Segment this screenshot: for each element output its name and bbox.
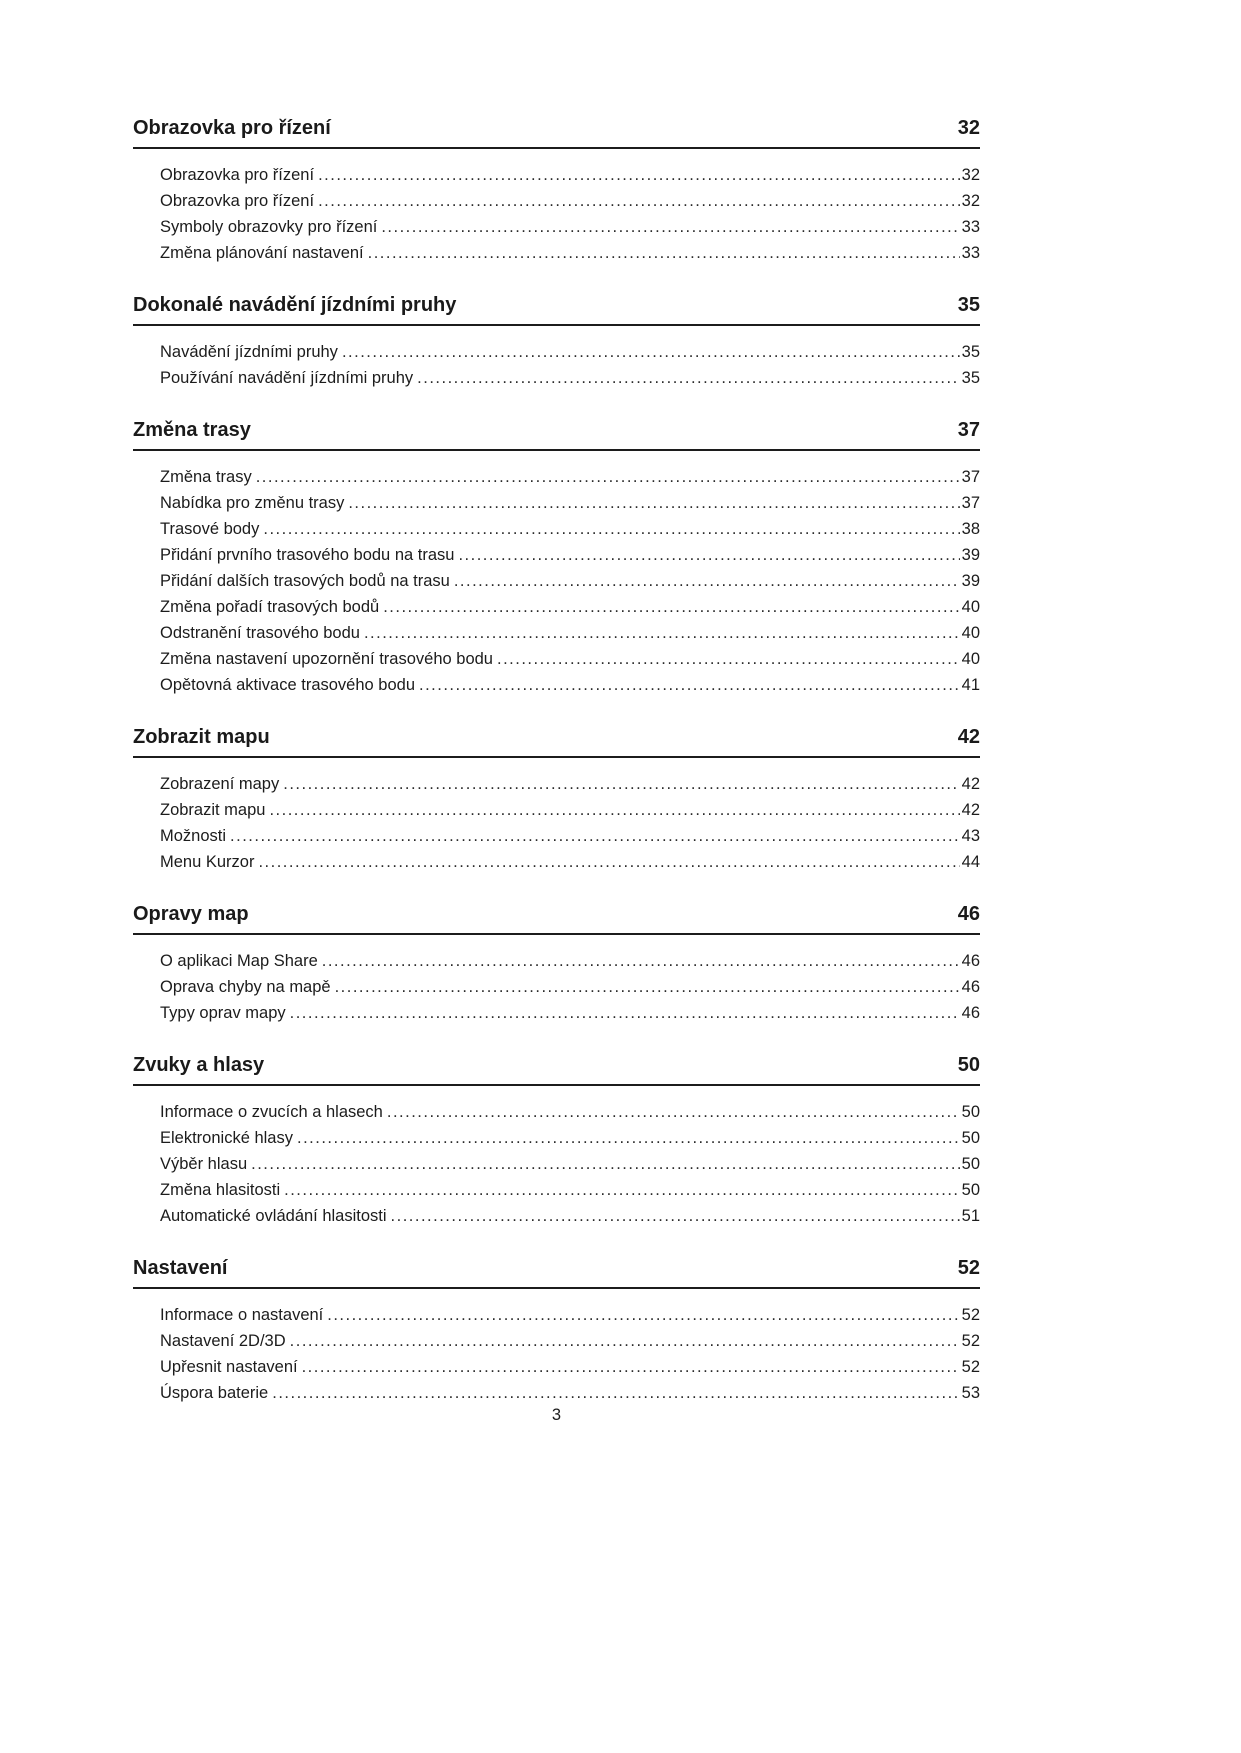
toc-section	[133, 1256, 980, 1406]
toc-section-page-number: 46	[957, 903, 980, 925]
toc-entry	[160, 1000, 980, 1026]
toc-entry	[160, 365, 980, 391]
toc-entry-title: Používání navádění jízdními pruhy	[160, 369, 414, 387]
toc-entry-title: Odstranění trasového bodu	[160, 624, 360, 642]
toc-entry-leader-dots	[318, 188, 960, 214]
toc-entry-title: Přidání prvního trasového bodu na trasu	[160, 546, 455, 564]
toc-entry-leader-dots	[302, 1354, 960, 1380]
toc-entry-page-number: 43	[961, 827, 980, 845]
toc-section-title: Zobrazit mapu	[133, 726, 270, 748]
toc-entry-page-number: 32	[961, 192, 980, 210]
toc-entry-leader-dots	[230, 823, 960, 849]
toc-entry-list	[133, 464, 980, 698]
toc-entry-page-number: 38	[961, 520, 980, 538]
toc-entry	[160, 490, 980, 516]
toc-entry-title: Typy oprav mapy	[160, 1004, 286, 1022]
toc-entry-page-number: 53	[961, 1384, 980, 1402]
toc-entry	[160, 1099, 980, 1125]
toc-section	[133, 725, 980, 875]
toc-entry-title: Elektronické hlasy	[160, 1129, 293, 1147]
toc-entry	[160, 974, 980, 1000]
toc-section-title: Obrazovka pro řízení	[133, 117, 331, 139]
toc-entry-title: Zobrazit mapu	[160, 801, 266, 819]
toc-entry-page-number: 35	[961, 343, 980, 361]
toc-section-heading	[133, 725, 980, 758]
toc-entry-leader-dots	[258, 849, 959, 875]
toc-entry-page-number: 51	[961, 1207, 980, 1225]
toc-entry-title: Nabídka pro změnu trasy	[160, 494, 345, 512]
toc-section-page-number: 32	[957, 117, 980, 139]
toc-entry-page-number: 37	[961, 468, 980, 486]
toc-entry-leader-dots	[290, 1328, 960, 1354]
toc-section-page-number: 52	[957, 1257, 980, 1279]
toc-section-heading	[133, 418, 980, 451]
toc-section-page-number: 50	[957, 1054, 980, 1076]
toc-entry-title: Informace o zvucích a hlasech	[160, 1103, 383, 1121]
toc-entry-list	[133, 948, 980, 1026]
toc-entry-list	[133, 162, 980, 266]
toc-entry-leader-dots	[364, 620, 960, 646]
toc-entry-leader-dots	[454, 568, 960, 594]
toc-section	[133, 293, 980, 391]
toc-section-heading	[133, 902, 980, 935]
toc-entry	[160, 771, 980, 797]
toc-entry-title: Změna trasy	[160, 468, 252, 486]
toc-entry-leader-dots	[263, 516, 959, 542]
toc-section-heading	[133, 293, 980, 326]
toc-entry-title: O aplikaci Map Share	[160, 952, 318, 970]
toc-entry-leader-dots	[368, 240, 960, 266]
toc-entry-title: Možnosti	[160, 827, 227, 845]
toc-entry-leader-dots	[383, 594, 959, 620]
toc-entry	[160, 162, 980, 188]
toc-entry-page-number: 33	[961, 218, 980, 236]
toc-entry-page-number: 40	[961, 624, 980, 642]
toc-entry-leader-dots	[251, 1151, 960, 1177]
toc-entry-page-number: 32	[961, 166, 980, 184]
toc-entry-leader-dots	[322, 948, 960, 974]
toc-entry-list	[133, 1099, 980, 1229]
toc-entry	[160, 240, 980, 266]
toc-entry-title: Trasové body	[160, 520, 260, 538]
toc-entry	[160, 568, 980, 594]
toc-entry-leader-dots	[348, 490, 959, 516]
toc-entry-title: Obrazovka pro řízení	[160, 192, 315, 210]
toc-entry-title: Změna plánování nastavení	[160, 244, 364, 262]
toc-entry-title: Nastavení 2D/3D	[160, 1332, 286, 1350]
toc-entry-list	[133, 771, 980, 875]
toc-entry	[160, 464, 980, 490]
toc-entry-title: Oprava chyby na mapě	[160, 978, 331, 996]
toc-entry-title: Přidání dalších trasových bodů na trasu	[160, 572, 450, 590]
toc-entry	[160, 1302, 980, 1328]
toc-section	[133, 902, 980, 1026]
toc-section-heading	[133, 1053, 980, 1086]
toc-entry	[160, 797, 980, 823]
toc-section-heading	[133, 1256, 980, 1289]
toc-entry	[160, 1203, 980, 1229]
toc-entry-page-number: 42	[961, 801, 980, 819]
toc-entry-title: Zobrazení mapy	[160, 775, 280, 793]
toc-entry-title: Změna nastavení upozornění trasového bodu	[160, 650, 493, 668]
toc-entry-leader-dots	[283, 771, 959, 797]
toc-entry-leader-dots	[381, 214, 959, 240]
toc-entry-title: Změna hlasitosti	[160, 1181, 281, 1199]
toc-entry	[160, 1328, 980, 1354]
toc-entry-page-number: 37	[961, 494, 980, 512]
toc-entry	[160, 339, 980, 365]
toc-entry-leader-dots	[269, 797, 959, 823]
toc-entry-leader-dots	[272, 1380, 959, 1406]
toc-entry-title: Výběr hlasu	[160, 1155, 248, 1173]
toc-section	[133, 1053, 980, 1229]
toc-entry-leader-dots	[327, 1302, 959, 1328]
page-number-footer: 3	[551, 1406, 562, 1424]
toc-entry	[160, 948, 980, 974]
toc-section	[133, 418, 980, 698]
toc-entry-page-number: 52	[961, 1332, 980, 1350]
toc-entry-page-number: 35	[961, 369, 980, 387]
toc-entry-title: Symboly obrazovky pro řízení	[160, 218, 378, 236]
toc-entry	[160, 594, 980, 620]
toc-entry	[160, 1125, 980, 1151]
toc-entry-page-number: 39	[961, 572, 980, 590]
toc-entry-page-number: 40	[961, 650, 980, 668]
toc-entry-page-number: 46	[961, 978, 980, 996]
toc-entry-title: Úspora baterie	[160, 1384, 269, 1402]
toc-entry	[160, 1151, 980, 1177]
toc-entry-leader-dots	[256, 464, 960, 490]
toc-entry-leader-dots	[417, 365, 959, 391]
toc-entry-leader-dots	[387, 1099, 960, 1125]
toc-section-heading	[133, 116, 980, 149]
toc-section-page-number: 42	[957, 726, 980, 748]
toc-entry-page-number: 52	[961, 1306, 980, 1324]
toc-section-page-number: 35	[957, 294, 980, 316]
toc-entry-title: Navádění jízdními pruhy	[160, 343, 338, 361]
toc-entry-leader-dots	[342, 339, 960, 365]
toc-entry-page-number: 40	[961, 598, 980, 616]
toc-entry-leader-dots	[497, 646, 960, 672]
toc-entry	[160, 1354, 980, 1380]
toc-section-title: Změna trasy	[133, 419, 251, 441]
toc-entry-title: Automatické ovládání hlasitosti	[160, 1207, 387, 1225]
toc-entry-page-number: 33	[961, 244, 980, 262]
toc-entry-page-number: 41	[961, 676, 980, 694]
toc-entry	[160, 188, 980, 214]
toc-entry-title: Obrazovka pro řízení	[160, 166, 315, 184]
toc-entry-leader-dots	[290, 1000, 960, 1026]
toc-section	[133, 116, 980, 266]
toc-entry-title: Opětovná aktivace trasového bodu	[160, 676, 416, 694]
toc-entry-page-number: 50	[961, 1155, 980, 1173]
toc-entry-leader-dots	[458, 542, 959, 568]
toc-entry-page-number: 50	[961, 1103, 980, 1121]
toc-section-title: Dokonalé navádění jízdními pruhy	[133, 294, 457, 316]
table-of-contents	[133, 116, 980, 1433]
toc-entry-leader-dots	[284, 1177, 960, 1203]
toc-entry-page-number: 46	[961, 1004, 980, 1022]
toc-entry-leader-dots	[335, 974, 960, 1000]
toc-entry	[160, 620, 980, 646]
toc-entry	[160, 542, 980, 568]
toc-entry-list	[133, 1302, 980, 1406]
toc-entry-page-number: 50	[961, 1181, 980, 1199]
toc-entry-title: Informace o nastavení	[160, 1306, 324, 1324]
toc-entry	[160, 516, 980, 542]
toc-entry-page-number: 46	[961, 952, 980, 970]
toc-entry	[160, 823, 980, 849]
toc-entry	[160, 214, 980, 240]
toc-entry	[160, 849, 980, 875]
toc-section-page-number: 37	[957, 419, 980, 441]
toc-entry	[160, 672, 980, 698]
toc-section-title: Opravy map	[133, 903, 249, 925]
toc-entry	[160, 1177, 980, 1203]
toc-section-title: Zvuky a hlasy	[133, 1054, 265, 1076]
toc-entry-title: Změna pořadí trasových bodů	[160, 598, 380, 616]
toc-entry-title: Upřesnit nastavení	[160, 1358, 298, 1376]
toc-entry-leader-dots	[318, 162, 960, 188]
toc-entry-leader-dots	[297, 1125, 960, 1151]
toc-entry-title: Menu Kurzor	[160, 853, 255, 871]
toc-entry-page-number: 52	[961, 1358, 980, 1376]
toc-entry-leader-dots	[391, 1203, 960, 1229]
toc-entry-page-number: 50	[961, 1129, 980, 1147]
toc-entry-leader-dots	[419, 672, 960, 698]
toc-entry-page-number: 39	[961, 546, 980, 564]
toc-entry-list	[133, 339, 980, 391]
toc-entry	[160, 1380, 980, 1406]
toc-entry	[160, 646, 980, 672]
toc-entry-page-number: 44	[961, 853, 980, 871]
toc-entry-page-number: 42	[961, 775, 980, 793]
toc-section-title: Nastavení	[133, 1257, 228, 1279]
